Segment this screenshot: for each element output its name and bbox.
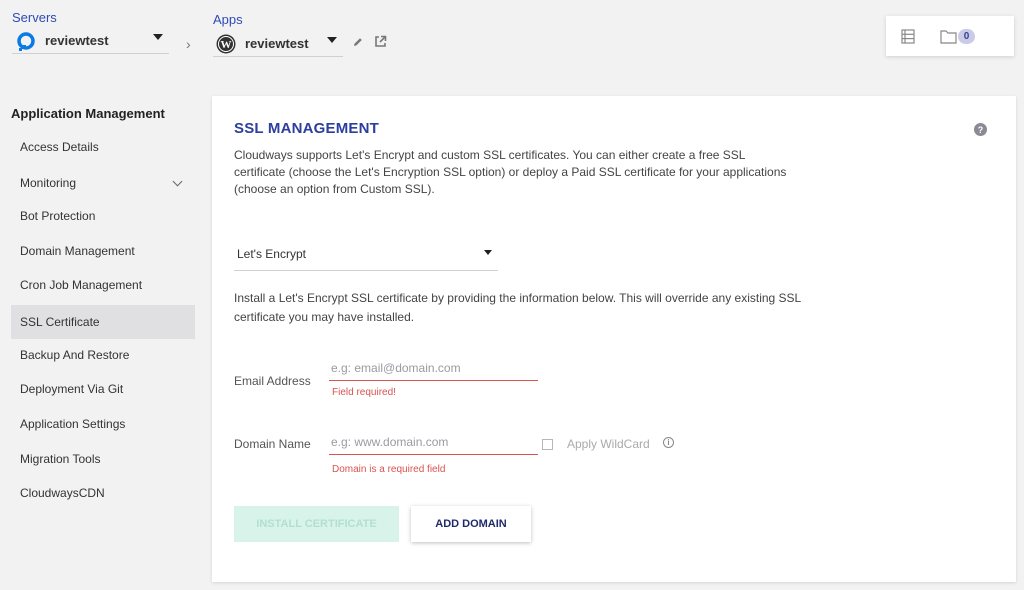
lets-encrypt-info: Install a Let's Encrypt SSL certificate by providing the information below. This will override any existing SSL certificate you may have installed.: [234, 291, 801, 324]
edit-icon[interactable]: [352, 36, 364, 48]
sidebar-item-label: Access Details: [20, 140, 99, 154]
sidebar-item-label: Migration Tools: [20, 452, 101, 466]
email-error: Field required!: [332, 387, 396, 398]
wildcard-checkbox[interactable]: [542, 439, 553, 450]
ssl-management-card: [212, 96, 1016, 582]
server-name: reviewtest: [45, 33, 109, 48]
email-label: Email Address: [234, 374, 311, 388]
sidebar-item-cron-job-management[interactable]: [11, 268, 195, 302]
sidebar-item-application-settings[interactable]: [11, 407, 195, 441]
sidebar-item-label: Deployment Via Git: [20, 382, 124, 396]
sidebar-item-label: Monitoring: [20, 176, 77, 190]
sidebar-item-bot-protection[interactable]: [11, 199, 195, 233]
apps-label: Apps: [213, 12, 243, 27]
chevron-right-icon: ›: [186, 36, 191, 52]
install-certificate-button[interactable]: INSTALL CERTIFICATE: [234, 506, 399, 542]
svg-text:W: W: [220, 38, 232, 51]
folder-icon[interactable]: [940, 29, 957, 44]
page-title: SSL MANAGEMENT: [234, 120, 380, 137]
sidebar-item-label: SSL Certificate: [20, 315, 100, 329]
sidebar-item-label: Application Settings: [20, 417, 126, 431]
info-icon[interactable]: i: [663, 437, 674, 448]
add-domain-button[interactable]: ADD DOMAIN: [411, 506, 531, 542]
ssl-type-value: Let's Encrypt: [237, 246, 306, 261]
sidebar-item-label: Bot Protection: [20, 209, 96, 223]
sidebar-title: Application Management: [11, 106, 165, 121]
chevron-down-icon: [484, 250, 492, 255]
sidebar-item-label: Cron Job Management: [20, 278, 143, 292]
sidebar-item-monitoring[interactable]: [11, 166, 195, 200]
servers-label: Servers: [12, 10, 57, 25]
domain-label: Domain Name: [234, 437, 311, 451]
sidebar-item-domain-management[interactable]: [11, 234, 195, 268]
sidebar-item-ssl-certificate[interactable]: [11, 305, 195, 339]
sidebar-item-backup-and-restore[interactable]: [11, 338, 195, 372]
digitalocean-icon: [15, 30, 37, 52]
sidebar-item-cloudwayscdn[interactable]: [11, 476, 195, 510]
sidebar-item-label: CloudwaysCDN: [20, 486, 105, 500]
sidebar-item-access-details[interactable]: [11, 130, 195, 164]
sidebar-item-label: Backup And Restore: [20, 348, 130, 362]
sidebar-item-deployment-via-git[interactable]: [11, 372, 195, 406]
notification-count-badge: 0: [958, 29, 975, 44]
server-selector[interactable]: [12, 28, 169, 54]
domain-error: Domain is a required field: [332, 464, 446, 475]
wildcard-label: Apply WildCard: [567, 437, 650, 451]
chevron-down-icon: [327, 37, 337, 43]
email-input[interactable]: [329, 355, 538, 381]
server-list-icon[interactable]: [901, 29, 915, 44]
app-selector[interactable]: [213, 31, 343, 57]
sidebar-item-migration-tools[interactable]: [11, 442, 195, 476]
chevron-down-icon: [173, 177, 183, 187]
sidebar-item-label: Domain Management: [20, 244, 135, 258]
external-link-icon[interactable]: [374, 35, 387, 48]
ssl-description: Cloudways supports Let's Encrypt and custom SSL certificates. You can either create a free SSL certificate (choose the Let's Encryption SSL option) or deploy a Paid SSL certificate for your applications (choose an option from Custom SSL).: [234, 148, 787, 196]
app-name: reviewtest: [245, 36, 309, 51]
ssl-type-select[interactable]: [234, 237, 498, 271]
wordpress-icon: [215, 33, 237, 55]
help-icon[interactable]: ?: [974, 123, 987, 136]
chevron-down-icon: [153, 34, 163, 40]
domain-input[interactable]: [329, 429, 538, 455]
